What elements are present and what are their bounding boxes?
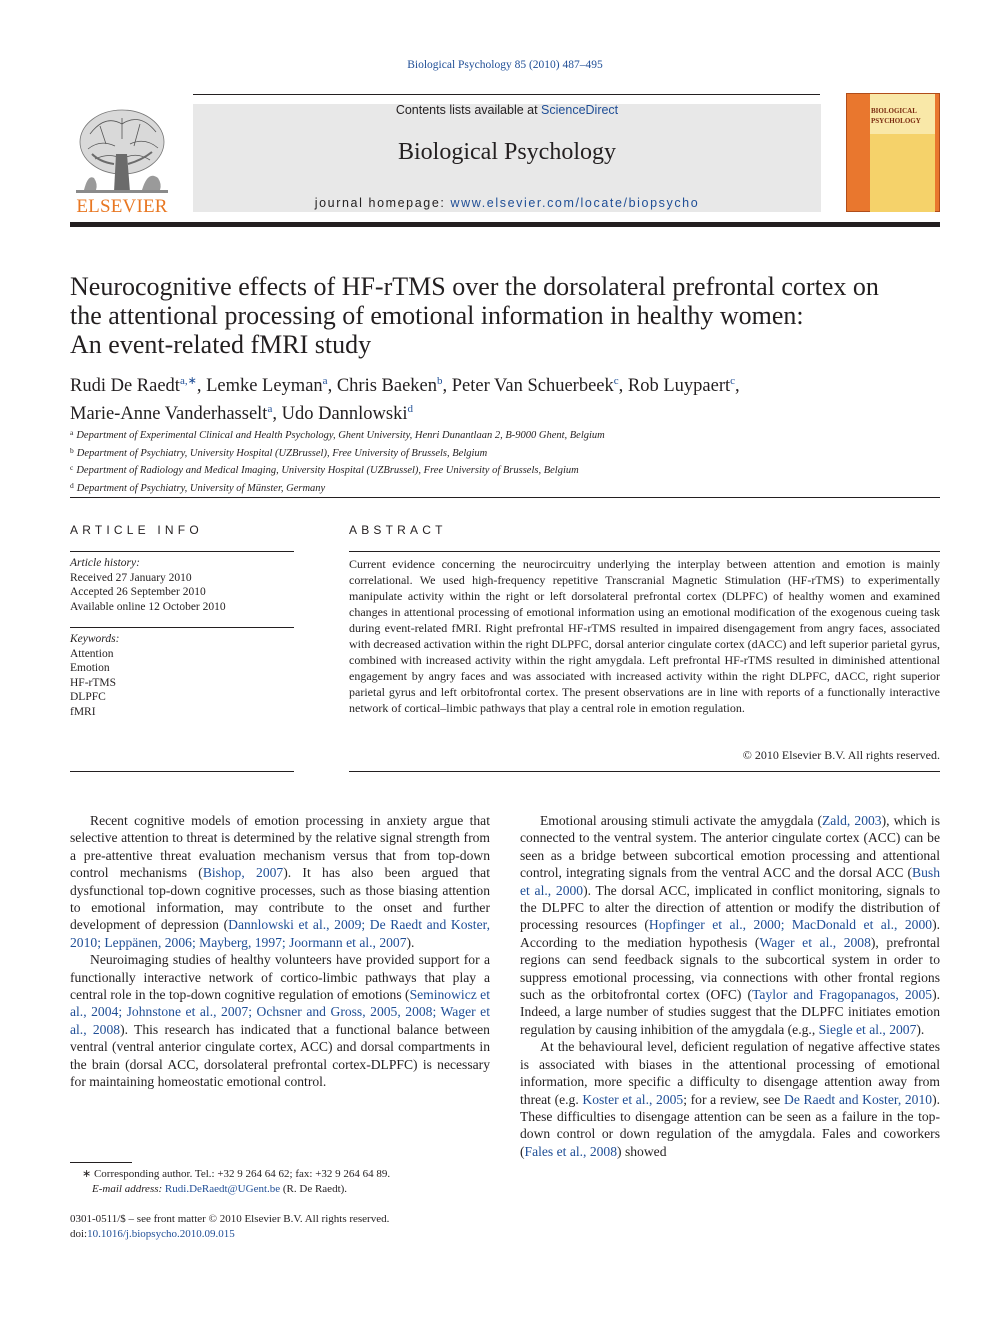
affiliation [70, 444, 940, 462]
title-line: Neurocognitive effects of HF-rTMS over the dorsolateral prefrontal cortex on [70, 272, 879, 301]
author-name: Udo Dannlowski [281, 404, 408, 424]
contents-line [193, 103, 821, 117]
body-text: ). The dorsal ACC, implicated in conflict monitoring, signals to the DLPFC to alter the direction of attention or modify the distribution of processing resources ( [520, 882, 940, 933]
email-suffix: (R. De Raedt). [280, 1182, 348, 1195]
author-name: Lemke Leyman [206, 376, 323, 396]
body-text: ), prefrontal regions can send feedback signals to the subcortical system in order to suppress emotional processing, via connections with other frontal regions such as the orbitofrontal cortex (OFC) ( [520, 934, 940, 1003]
affiliation-key: c [70, 463, 74, 472]
copyright-notice: © 2010 Elsevier B.V. All rights reserved. [742, 748, 940, 762]
author-affil-link[interactable]: a,∗ [179, 375, 197, 387]
body-text: Neuroimaging studies of healthy volunteers have provided support for a functionally interactive network of cortico-limbic pathways that play a central role in the top-down cognitive regulation of emotions ( [70, 952, 490, 1003]
body-text: Recent cognitive models of emotion processing in anxiety argue that selective attention to threat is determined by the relative signal strength from a pre-attentive threat evaluation mechanism versus that from top-down control mechanisms ( [70, 813, 490, 881]
body-paragraph [520, 1038, 940, 1160]
body-text: ). These difficulties to disengage attention can be seen as a failure in the top-down control or down regulation of the amygdala. Fales and coworkers ( [520, 1091, 941, 1159]
keywords [70, 632, 294, 719]
body-text: At the behavioural level, deficient regulation of negative affective states is associated with biases in the attentional processing of emotional information, more specific a difficulty to disengage attention away from threat (e.g. [520, 1039, 940, 1107]
sciencedirect-link[interactable]: ScienceDirect [541, 103, 619, 117]
running-head[interactable]: Biological Psychology 85 (2010) 487–495 [407, 59, 603, 71]
affiliation [70, 479, 940, 497]
affiliation-key: d [70, 480, 74, 490]
author-sep: , [618, 376, 628, 396]
author-sep: , [327, 376, 337, 396]
body-paragraph [70, 812, 490, 951]
body-text: ) showed [617, 1143, 667, 1159]
author-name: Marie-Anne Vanderhasselt [70, 404, 268, 424]
affiliation-text: Department of Psychiatry, University of Münster, Germany [76, 482, 326, 494]
history-label: Article history: [70, 557, 140, 569]
body-text: ). It has also been argued that dysfunctional top-down cognitive processes, such as those biasing attention to emotional information, may contribute to the onset and further development of depression ( [70, 865, 490, 933]
affiliation-rule [70, 497, 940, 498]
body-column-right [520, 812, 940, 1160]
email-label: E-mail address: [92, 1182, 163, 1195]
citation-link[interactable]: Bush et al., 2000 [520, 865, 940, 898]
contents-prefix: Contents lists available at [395, 103, 542, 117]
author-name: Rob Luypaert [627, 376, 731, 396]
keywords-label: Keywords: [70, 633, 120, 645]
body-paragraph [520, 812, 940, 1038]
title-line: An event-related fMRI study [70, 330, 372, 359]
citation-link[interactable]: Fales et al., 2008 [524, 1143, 618, 1159]
affiliations [70, 426, 940, 496]
journal-homepage-line [193, 196, 821, 210]
article-info-rule [70, 551, 294, 552]
author-sep: , [196, 376, 207, 396]
front-matter [70, 1212, 500, 1241]
affiliation [70, 461, 940, 479]
article-info-heading: ARTICLE INFO [70, 523, 203, 537]
issn-line: 0301-0511/$ – see front matter © 2010 Elsevier B.V. All rights reserved. [70, 1213, 390, 1225]
elsevier-wordmark[interactable]: ELSEVIER [76, 196, 168, 217]
citation-link[interactable]: Hopfinger et al., 2000; MacDonald et al., 2000 [648, 917, 933, 933]
online-date: Available online 12 October 2010 [70, 600, 226, 613]
title-line: the attentional processing of emotional information in healthy women: [70, 301, 804, 330]
author-affil-link[interactable]: a [322, 375, 328, 387]
citation-link[interactable]: Siegle et al., 2007 [818, 1021, 917, 1037]
author-affil-link[interactable]: c [730, 375, 736, 387]
author-affil-link[interactable]: d [407, 403, 413, 415]
author-sep: , [442, 376, 452, 396]
author-name: Rudi De Raedt [70, 376, 180, 396]
cover-title: BIOLOGICAL PSYCHOLOGY [871, 107, 921, 125]
keywords-rule [70, 627, 294, 628]
affiliation-text: Department of Radiology and Medical Imaging, University Hospital (UZBrussel), Free University of Brussels, Belgium [76, 465, 579, 476]
corresponding-author-note: ∗ Corresponding author. Tel.: +32 9 264 64 62; fax: +32 9 264 64 89. [82, 1168, 391, 1180]
abstract-bottom-rule [349, 771, 940, 772]
footnote-rule [70, 1162, 132, 1163]
keyword: Attention [70, 647, 114, 660]
body-text: ). According to the mediation hypothesis ( [520, 917, 940, 950]
abstract-heading: ABSTRACT [349, 523, 447, 537]
body-text: ; for a review, see [683, 1091, 784, 1107]
email-link[interactable]: Rudi.DeRaedt@UGent.be [164, 1182, 281, 1195]
journal-name: Biological Psychology [398, 139, 616, 165]
affiliation-text: Department of Experimental Clinical and Health Psychology, Ghent University, Henri Dunantlaan 2, B-9000 Ghent, Belgium [76, 430, 605, 441]
homepage-prefix: journal homepage: [314, 196, 451, 210]
body-text: ). [916, 1021, 925, 1037]
affiliation [70, 426, 940, 444]
citation-link[interactable]: Zald, 2003 [822, 813, 882, 828]
journal-cover-thumbnail[interactable] [846, 93, 940, 212]
received-date: Received 27 January 2010 [70, 571, 192, 584]
author-name: Chris Baeken [336, 376, 437, 396]
header-thick-rule [70, 222, 940, 227]
affiliation-key: a [70, 428, 74, 437]
citation-link[interactable]: Wager et al., 2008 [759, 934, 871, 950]
author-name: Peter Van Schuerbeek [451, 376, 614, 396]
citation-link[interactable]: Koster et al., 2005 [582, 1091, 684, 1107]
body-text: ). Indeed, a large number of studies suggest that the DLPFC initiates emotion regulation by causing inhibition of the amygdala (e.g., [520, 987, 941, 1037]
article-history [70, 556, 294, 614]
abstract-rule [349, 551, 940, 552]
author-affil-link[interactable]: b [437, 375, 443, 387]
body-column-left [70, 812, 490, 1091]
citation-link[interactable]: Taylor and Fragopanagos, 2005 [752, 987, 933, 1003]
journal-homepage-link[interactable]: www.elsevier.com/locate/biopsycho [450, 196, 700, 210]
doi-prefix: doi: [70, 1227, 88, 1240]
author-sep: , [735, 376, 740, 396]
affiliation-key: b [70, 445, 74, 455]
doi-link[interactable]: 10.1016/j.biopsycho.2010.09.015 [87, 1227, 235, 1240]
body-text: ). [406, 934, 415, 950]
keyword: HF-rTMS [70, 676, 117, 689]
accepted-date: Accepted 26 September 2010 [70, 586, 206, 598]
abstract-text: Current evidence concerning the neurocircuitry underlying the interplay between attention and emotion is mainly correlational. We used high-frequency repetitive Transcranial Magnetic Stimulation (HF-rTMS) to experimentally manipulate activity within the right or left dorsolateral prefrontal cortex (DLPFC) of healthy women and examined changes in attentional processing of emotional information using an emotional modification of the exogenous cueing task during event-related fMRI. Right prefrontal HF-rTMS resulted in impaired disengagement from angry faces, associated with decreased activation within the right DLPFC, dorsal anterior cingulate cortex (dACC) and left superior parietal gyrus, combined with increased activity within the right amygdala. Left prefrontal HF-rTMS resulted in diminished attentional engagement by angry faces and was associated with increased activity within the right DLPFC, dACC, right superior parietal gyrus and left orbitofrontal cortex. The present observations are in line with reports of a functionally interactive network of cortical–limbic pathways that play a central role in emotion regulation. [349, 557, 940, 715]
author-sep: , [272, 404, 282, 424]
citation-link[interactable]: Bishop, 2007 [202, 865, 284, 881]
masthead-top-rule [193, 94, 820, 95]
citation-link[interactable]: Seminowicz et al., 2004; Johnstone et al., 2007; Ochsner and Gross, 2005, 2008; Wager et al., 2008 [70, 987, 490, 1037]
keyword: fMRI [70, 705, 96, 718]
author-list [70, 370, 940, 426]
article-title [70, 272, 940, 359]
author-affil-link[interactable]: a [267, 403, 273, 415]
doi-line [70, 1227, 500, 1242]
body-text: Emotional arousing stimuli activate the amygdala ( [540, 813, 822, 828]
body-text: ), which is connected to the ventral system. The anterior cingulate cortex (ACC) can be seen as a bridge between subcortical emotion processing and attentional control, integrating signals from the ventral ACC and the dorsal ACC ( [520, 813, 940, 881]
article-info-bottom-rule [70, 771, 294, 772]
email-note [70, 1182, 500, 1197]
footnotes [70, 1167, 500, 1196]
body-text: ). This research has indicated that a functional balance between ventral (ventral anterior cingulate cortex, ACC) and dorsal compartments in the brain (dorsal ACC, dorsolateral prefrontal cortex-DLPFC) is necessary for maintaining homeostatic emotional control. [70, 1021, 490, 1090]
affiliation-text: Department of Psychiatry, University Hospital (UZBrussel), Free University of Brussels, Belgium [76, 447, 488, 459]
keyword: DLPFC [70, 691, 106, 703]
citation-link[interactable]: De Raedt and Koster, 2010 [784, 1091, 933, 1107]
keyword: Emotion [70, 662, 110, 674]
body-paragraph [70, 951, 490, 1090]
author-affil-link[interactable]: c [613, 375, 619, 387]
citation-link[interactable]: Dannlowski et al., 2009; De Raedt and Koster, 2010; Leppänen, 2006; Mayberg, 1997; Joormann et al., 2007 [70, 917, 490, 950]
